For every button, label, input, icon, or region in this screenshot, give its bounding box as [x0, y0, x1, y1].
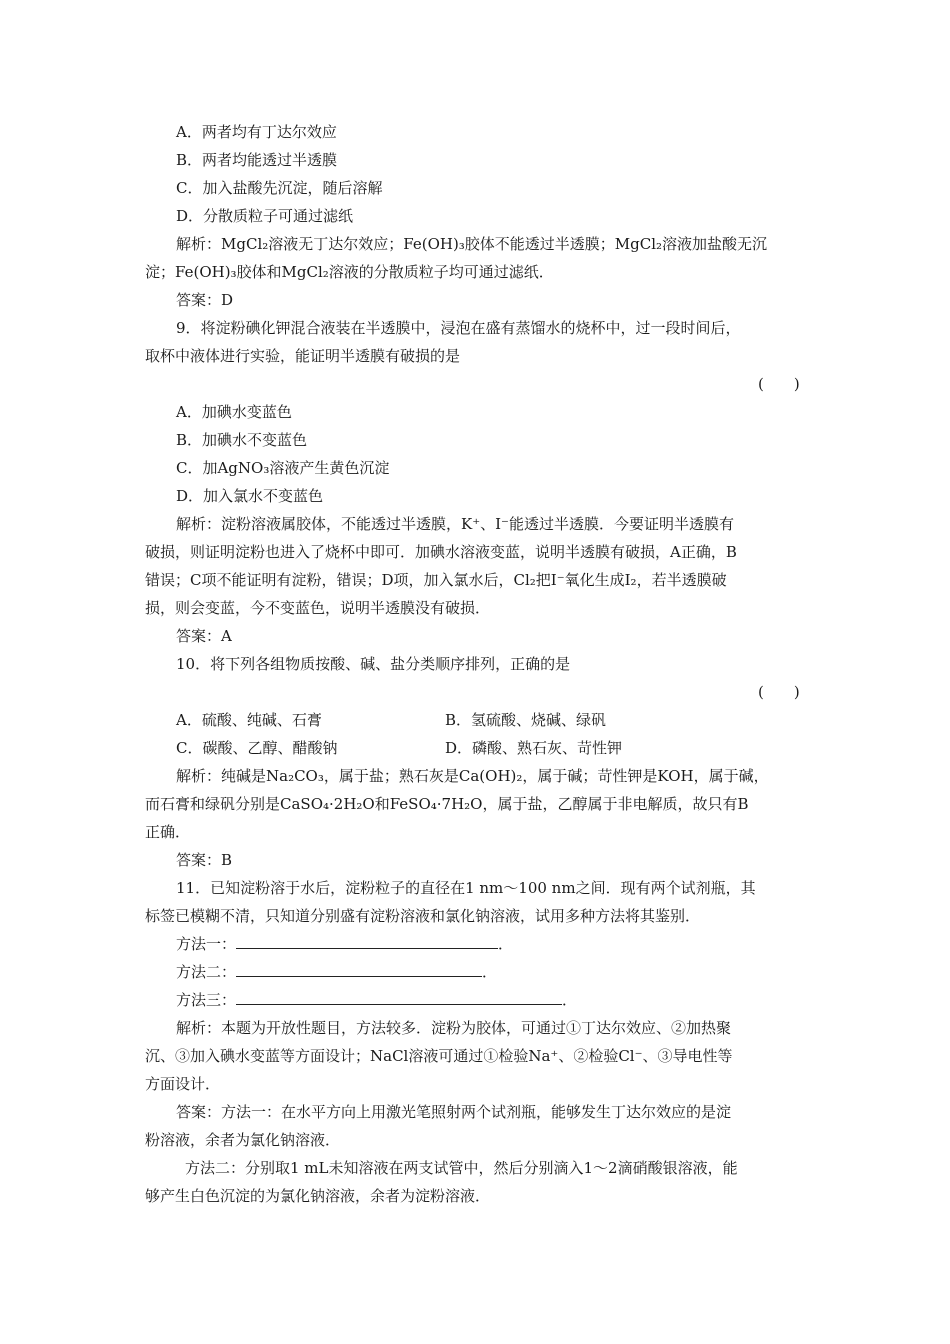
q11-method-1	[176, 934, 513, 954]
q10-stem: 10．将下列各组物质按酸、碱、盐分类顺序排列，正确的是	[176, 655, 571, 673]
q10-analysis-line-2: 而石膏和绿矾分别是CaSO₄·2H₂O和FeSO₄·7H₂O，属于盐，乙醇属于非电解质，故只有B	[145, 795, 749, 813]
method-2-period: ．	[482, 963, 498, 981]
q9-analysis-line-2: 破损，则证明淀粉也进入了烧杯中即可．加碘水溶液变蓝，说明半透膜有破损，A正确，B	[145, 543, 737, 561]
q11-answer-line-1: 答案：方法一：在水平方向上用激光笔照射两个试剂瓶，能够发生丁达尔效应的是淀	[176, 1103, 732, 1121]
q8-option-b: B．两者均能透过半透膜	[176, 151, 338, 169]
q11-stem-line-1: 11．已知淀粉溶于水后，淀粉粒子的直径在1 nm～100 nm之间．现有两个试剂瓶，其	[176, 879, 756, 897]
method-2-label: 方法二：	[176, 963, 237, 981]
q9-analysis-line-1: 解析：淀粉溶液属胶体，不能透过半透膜，K⁺、I⁻能透过半透膜．今要证明半透膜有	[176, 515, 734, 533]
q9-answer-bracket: ( )	[758, 375, 800, 393]
q10-option-d: D．磷酸、熟石灰、苛性钾	[445, 739, 623, 757]
q10-analysis-line-3: 正确．	[145, 823, 191, 841]
q11-answer-line-4: 够产生白色沉淀的为氯化钠溶液，余者为淀粉溶液．	[145, 1187, 491, 1205]
q10-option-b: B．氢硫酸、烧碱、绿矾	[445, 711, 607, 729]
q8-option-d: D．分散质粒子可通过滤纸	[176, 207, 354, 225]
q11-answer-line-2: 粉溶液，余者为氯化钠溶液．	[145, 1131, 341, 1149]
method-1-period: ．	[498, 935, 514, 953]
q11-method-3	[176, 990, 577, 1010]
method-3-answer-blank[interactable]	[236, 990, 562, 1005]
q11-analysis-line-3: 方面设计．	[145, 1075, 221, 1093]
q8-answer: 答案：D	[176, 291, 234, 309]
q11-stem-line-2: 标签已模糊不清，只知道分别盛有淀粉溶液和氯化钠溶液，试用多种方法将其鉴别．	[145, 907, 701, 925]
q9-analysis-line-4: 损，则会变蓝，今不变蓝色，说明半透膜没有破损．	[145, 599, 491, 617]
q11-answer-line-3: 方法二：分别取1 mL未知溶液在两支试管中，然后分别滴入1～2滴硝酸银溶液，能	[185, 1159, 738, 1177]
method-1-answer-blank[interactable]	[236, 934, 498, 949]
q8-analysis-line-2: 淀；Fe(OH)₃胶体和MgCl₂溶液的分散质粒子均可通过滤纸．	[145, 263, 554, 281]
method-3-label: 方法三：	[176, 991, 237, 1009]
q9-analysis-line-3: 错误；C项不能证明有淀粉，错误；D项，加入氯水后，Cl₂把I⁻氧化生成I₂，若半透膜破	[145, 571, 727, 589]
q9-option-a: A．加碘水变蓝色	[176, 403, 292, 421]
method-3-period: ．	[562, 991, 578, 1009]
q10-answer-bracket: ( )	[758, 683, 800, 701]
q9-option-c: C．加AgNO₃溶液产生黄色沉淀	[176, 459, 390, 477]
q8-analysis-line-1: 解析：MgCl₂溶液无丁达尔效应；Fe(OH)₃胶体不能透过半透膜；MgCl₂溶液加盐酸无沉	[176, 235, 768, 253]
q9-option-d: D．加入氯水不变蓝色	[176, 487, 324, 505]
q10-analysis-line-1: 解析：纯碱是Na₂CO₃，属于盐；熟石灰是Ca(OH)₂，属于碱；苛性钾是KOH，属于碱，	[176, 767, 769, 785]
method-1-label: 方法一：	[176, 935, 237, 953]
q11-analysis-line-1: 解析：本题为开放性题目，方法较多．淀粉为胶体，可通过①丁达尔效应、②加热聚	[176, 1019, 732, 1037]
q8-option-a: A．两者均有丁达尔效应	[176, 123, 337, 141]
q9-answer: 答案：A	[176, 627, 232, 645]
q9-stem-line-1: 9．将淀粉碘化钾混合液装在半透膜中，浸泡在盛有蒸馏水的烧杯中，过一段时间后，	[176, 319, 741, 337]
q10-option-a: A．硫酸、纯碱、石膏	[176, 711, 322, 729]
method-2-answer-blank[interactable]	[236, 962, 482, 977]
q9-option-b: B．加碘水不变蓝色	[176, 431, 308, 449]
q10-option-c: C．碳酸、乙醇、醋酸钠	[176, 739, 338, 757]
q10-answer: 答案：B	[176, 851, 233, 869]
q11-analysis-line-2: 沉、③加入碘水变蓝等方面设计；NaCl溶液可通过①检验Na⁺、②检验Cl⁻、③导电性等	[145, 1047, 733, 1065]
q9-stem-line-2: 取杯中液体进行实验，能证明半透膜有破损的是	[145, 347, 461, 365]
q11-method-2	[176, 962, 497, 982]
q8-option-c: C．加入盐酸先沉淀，随后溶解	[176, 179, 383, 197]
